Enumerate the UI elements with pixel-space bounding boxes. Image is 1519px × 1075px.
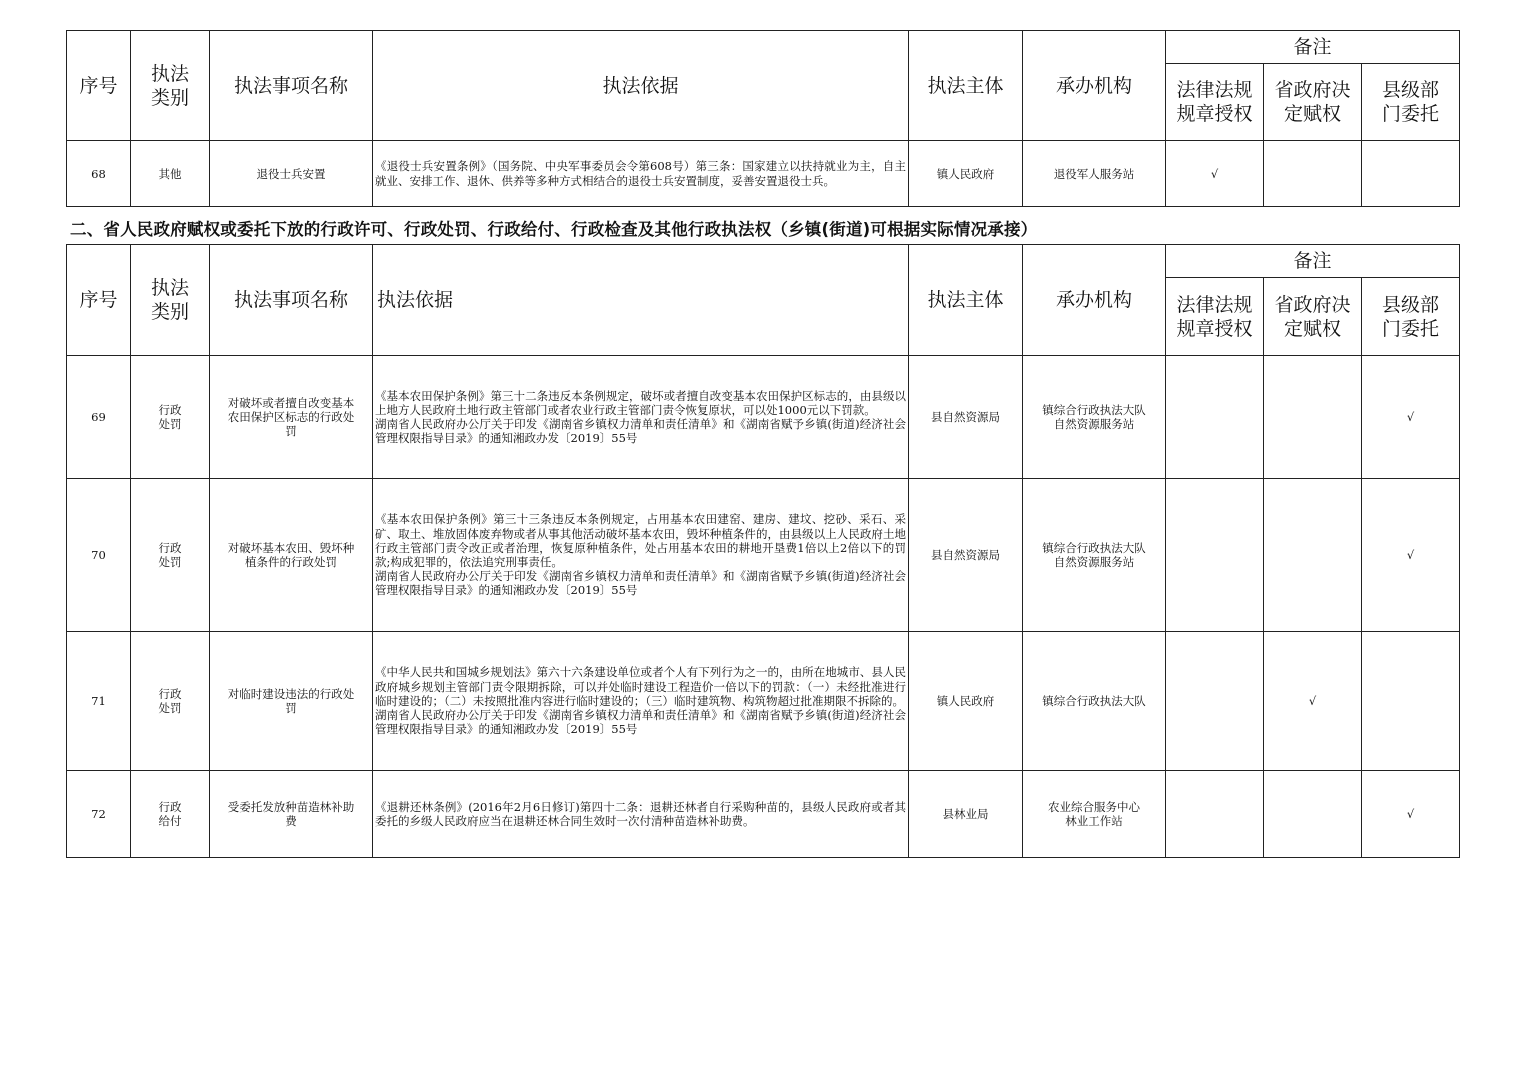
row-seq: 71	[67, 632, 131, 771]
header-remark-county	[1362, 278, 1460, 356]
row-mark-law	[1166, 771, 1264, 858]
table-row	[67, 632, 1460, 771]
row-category-line: 其他	[158, 166, 182, 181]
header-agency: 承办机构	[1023, 245, 1166, 356]
header-remark-line: 定赋权	[1283, 103, 1341, 125]
row-agency-line: 镇综合行政执法大队	[1042, 694, 1146, 708]
header-remark-law	[1166, 278, 1264, 356]
row-item-name-line: 农田保护区标志的行政处	[227, 410, 355, 424]
header-remark-line: 门委托	[1382, 317, 1440, 340]
row-mark-province	[1264, 479, 1362, 632]
header-basis: 执法依据	[373, 245, 909, 356]
header-remarks: 备注	[1166, 31, 1460, 64]
header-item-name: 执法事项名称	[210, 245, 373, 356]
row-item-name	[210, 771, 373, 858]
row-mark-province	[1264, 356, 1362, 479]
header-remark-province	[1264, 278, 1362, 356]
row-basis-paragraph: 湖南省人民政府办公厅关于印发《湖南省乡镇权力清单和责任清单》和《湖南省赋予乡镇(街道)经济社会管理权限指导目录》的通知湘政办发〔2019〕55号	[375, 417, 906, 446]
header-remark-county	[1362, 64, 1460, 141]
row-basis-paragraph: 《基本农田保护条例》第三十三条违反本条例规定，占用基本农田建窑、建房、建坟、挖砂、采石、采矿、取土、堆放固体废弃物或者从事其他活动破坏基本农田，毁坏种植条件的，由县级以上人民政府土地行政主管部门责令改正或者治理，恢复原种植条件，处占用基本农田的耕地开垦费1倍以上2倍以下的罚款;构成犯罪的，依法追究刑事责任。	[375, 512, 906, 569]
header-seq: 序号	[67, 31, 131, 141]
row-category-line: 处罚	[158, 555, 182, 569]
row-agency	[1023, 141, 1166, 207]
header-remark-line: 县级部	[1382, 79, 1440, 101]
row-mark-county: √	[1362, 356, 1460, 479]
header-remark-line: 省政府决	[1274, 79, 1351, 101]
row-category	[131, 356, 210, 479]
header-subject: 执法主体	[909, 245, 1023, 356]
row-mark-county	[1362, 632, 1460, 771]
header-remark-line: 法律法规	[1176, 293, 1253, 316]
row-basis-paragraph: 湖南省人民政府办公厅关于印发《湖南省乡镇权力清单和责任清单》和《湖南省赋予乡镇(街道)经济社会管理权限指导目录》的通知湘政办发〔2019〕55号	[375, 569, 906, 598]
row-basis	[373, 632, 909, 771]
row-agency	[1023, 479, 1166, 632]
table-row	[67, 356, 1460, 479]
header-category-line: 类别	[150, 301, 189, 323]
header-remark-line: 省政府决	[1274, 293, 1351, 316]
row-agency-line: 农业综合服务中心	[1048, 800, 1140, 814]
row-item-name-line: 对破坏基本农田、毁坏种	[227, 541, 355, 555]
header-category	[131, 245, 210, 356]
table-row	[67, 141, 1460, 207]
row-item-name-line: 退役士兵安置	[256, 166, 326, 181]
header-item-name: 执法事项名称	[210, 31, 373, 141]
row-mark-province	[1264, 771, 1362, 858]
header-remark-line: 规章授权	[1176, 317, 1253, 340]
row-agency-line: 林业工作站	[1065, 814, 1123, 828]
section-title: 二、省人民政府赋权或委托下放的行政许可、行政处罚、行政给付、行政检查及其他行政执法权（乡镇(街道)可根据实际情况承接）	[70, 220, 1038, 239]
row-category	[131, 141, 210, 207]
header-remark-line: 法律法规	[1176, 79, 1253, 101]
header-category-line: 类别	[150, 86, 189, 109]
row-item-name	[210, 479, 373, 632]
row-category-line: 处罚	[158, 701, 182, 715]
row-category-line: 给付	[158, 814, 182, 828]
enforcement-table-2	[66, 244, 1460, 858]
row-mark-law	[1166, 632, 1264, 771]
row-basis	[373, 479, 909, 632]
header-category-line: 执法	[150, 62, 189, 85]
row-mark-county: √	[1362, 771, 1460, 858]
row-category-line: 行政	[158, 541, 182, 555]
row-category	[131, 632, 210, 771]
row-seq: 70	[67, 479, 131, 632]
row-agency-line: 自然资源服务站	[1053, 417, 1135, 431]
row-item-name	[210, 141, 373, 207]
header-remark-line: 规章授权	[1176, 103, 1253, 125]
row-item-name	[210, 632, 373, 771]
row-item-name-line: 受委托发放种苗造林补助	[227, 800, 355, 814]
header-remark-law	[1166, 64, 1264, 141]
header-remarks: 备注	[1166, 245, 1460, 278]
header-subject: 执法主体	[909, 31, 1023, 141]
row-mark-law	[1166, 356, 1264, 479]
header-basis: 执法依据	[373, 31, 909, 141]
row-basis-paragraph: 《中华人民共和国城乡规划法》第六十六条建设单位或者个人有下列行为之一的，由所在地城市、县人民政府城乡规划主管部门责令限期拆除，可以并处临时建设工程造价一倍以下的罚款：（一）未经批准进行临时建设的；（二）未按照批准内容进行临时建设的；（三）临时建筑物、构筑物超过批准期限不拆除的。	[375, 665, 906, 708]
row-category-line: 行政	[158, 687, 182, 701]
row-subject: 镇人民政府	[909, 632, 1023, 771]
row-seq: 68	[67, 141, 131, 207]
row-basis	[373, 356, 909, 479]
row-agency	[1023, 771, 1166, 858]
row-category-line: 行政	[158, 800, 182, 814]
row-category	[131, 479, 210, 632]
row-subject: 镇人民政府	[909, 141, 1023, 207]
row-mark-law: √	[1166, 141, 1264, 207]
row-subject: 县林业局	[909, 771, 1023, 858]
row-item-name-line: 对临时建设违法的行政处	[227, 687, 355, 701]
row-mark-province: √	[1264, 632, 1362, 771]
row-agency-line: 自然资源服务站	[1053, 555, 1135, 569]
row-mark-province	[1264, 141, 1362, 207]
row-mark-county: √	[1362, 479, 1460, 632]
header-category	[131, 31, 210, 141]
row-item-name-line: 费	[285, 814, 297, 828]
row-category-line: 处罚	[158, 417, 182, 431]
header-remark-line: 定赋权	[1283, 317, 1341, 340]
header-seq: 序号	[67, 245, 131, 356]
row-item-name-line: 罚	[285, 701, 297, 715]
row-subject: 县自然资源局	[909, 479, 1023, 632]
table-row	[67, 771, 1460, 858]
enforcement-table-1	[66, 30, 1460, 207]
header-remark-line: 门委托	[1382, 103, 1440, 125]
row-item-name-line: 对破坏或者擅自改变基本	[227, 396, 355, 410]
row-basis	[373, 771, 909, 858]
row-subject: 县自然资源局	[909, 356, 1023, 479]
row-basis-paragraph: 《退役士兵安置条例》（国务院、中央军事委员会令第608号）第三条：国家建立以扶持就业为主，自主就业、安排工作、退休、供养等多种方式相结合的退役士兵安置制度，妥善安置退役士兵。	[375, 159, 906, 188]
header-category-line: 执法	[150, 277, 189, 299]
header-remark-line: 县级部	[1382, 293, 1440, 316]
row-item-name-line: 植条件的行政处罚	[245, 555, 337, 569]
row-mark-county	[1362, 141, 1460, 207]
row-category	[131, 771, 210, 858]
row-basis	[373, 141, 909, 207]
row-agency	[1023, 632, 1166, 771]
row-agency-line: 退役军人服务站	[1053, 166, 1135, 181]
row-item-name-line: 罚	[285, 424, 297, 438]
row-basis-paragraph: 《基本农田保护条例》第三十二条违反本条例规定，破坏或者擅自改变基本农田保护区标志的，由县级以上地方人民政府土地行政主管部门或者农业行政主管部门责令恢复原状，可以处1000元以下罚款。	[375, 388, 906, 417]
row-basis-paragraph: 《退耕还林条例》(2016年2月6日修订)第四十二条：退耕还林者自行采购种苗的，县级人民政府或者其委托的乡级人民政府应当在退耕还林合同生效时一次付清种苗造林补助费。	[375, 799, 906, 828]
row-category-line: 行政	[158, 403, 182, 417]
row-seq: 69	[67, 356, 131, 479]
table-row	[67, 479, 1460, 632]
row-basis-paragraph: 湖南省人民政府办公厅关于印发《湖南省乡镇权力清单和责任清单》和《湖南省赋予乡镇(街道)经济社会管理权限指导目录》的通知湘政办发〔2019〕55号	[375, 708, 906, 737]
row-item-name	[210, 356, 373, 479]
row-agency-line: 镇综合行政执法大队	[1042, 541, 1146, 555]
row-mark-law	[1166, 479, 1264, 632]
row-agency-line: 镇综合行政执法大队	[1042, 403, 1146, 417]
header-remark-province	[1264, 64, 1362, 141]
row-agency	[1023, 356, 1166, 479]
header-agency: 承办机构	[1023, 31, 1166, 141]
row-seq: 72	[67, 771, 131, 858]
